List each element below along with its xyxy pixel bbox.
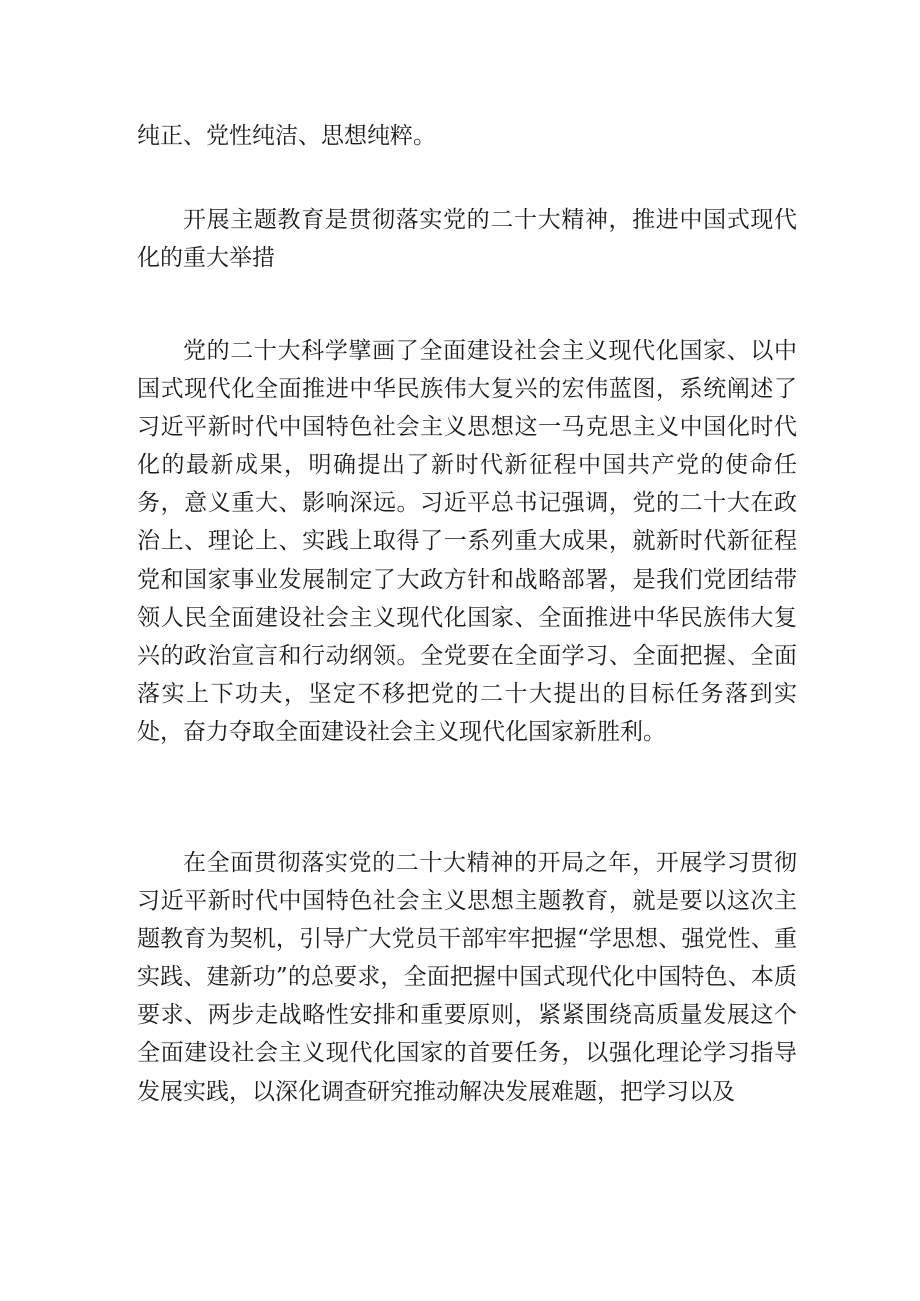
paragraph-continuation: 纯正、党性纯洁、思想纯粹。 [137, 123, 436, 149]
paragraph-heading: 开展主题教育是贯彻落实党的二十大精神，推进中国式现代化的重大举措 [137, 207, 797, 272]
paragraph-body: 在全面贯彻落实党的二十大精神的开局之年，开展学习贯彻习近平新时代中国特色社会主义思想主题教育，就是要以这次主题教育为契机，引导广大党员干部牢牢把握“学思想、强党性、重实践、建新功”的总要求，全面把握中国式现代化中国特色、本质要求、两步走战略性安排和重要原则，紧紧围绕高质量发展这个全面建设社会主义现代化国家的首要任务，以强化理论学习指导发展实践，以深化调查研究推动解决发展难题，把学习以及 [137, 850, 797, 1105]
paragraph-body: 党的二十大科学擘画了全面建设社会主义现代化国家、以中国式现代化全面推进中华民族伟大复兴的宏伟蓝图，系统阐述了习近平新时代中国特色社会主义思想这一马克思主义中国化时代化的最新成果，明确提出了新时代新征程中国共产党的使命任务，意义重大、影响深远。习近平总书记强调，党的二十大在政治上、理论上、实践上取得了一系列重大成果，就新时代新征程党和国家事业发展制定了大政方针和战略部署，是我们党团结带领人民全面建设社会主义现代化国家、全面推进中华民族伟大复兴的政治宣言和行动纲领。全党要在全面学习、全面把握、全面落实上下功夫，坚定不移把党的二十大提出的目标任务落到实处，奋力夺取全面建设社会主义现代化国家新胜利。 [137, 338, 797, 745]
